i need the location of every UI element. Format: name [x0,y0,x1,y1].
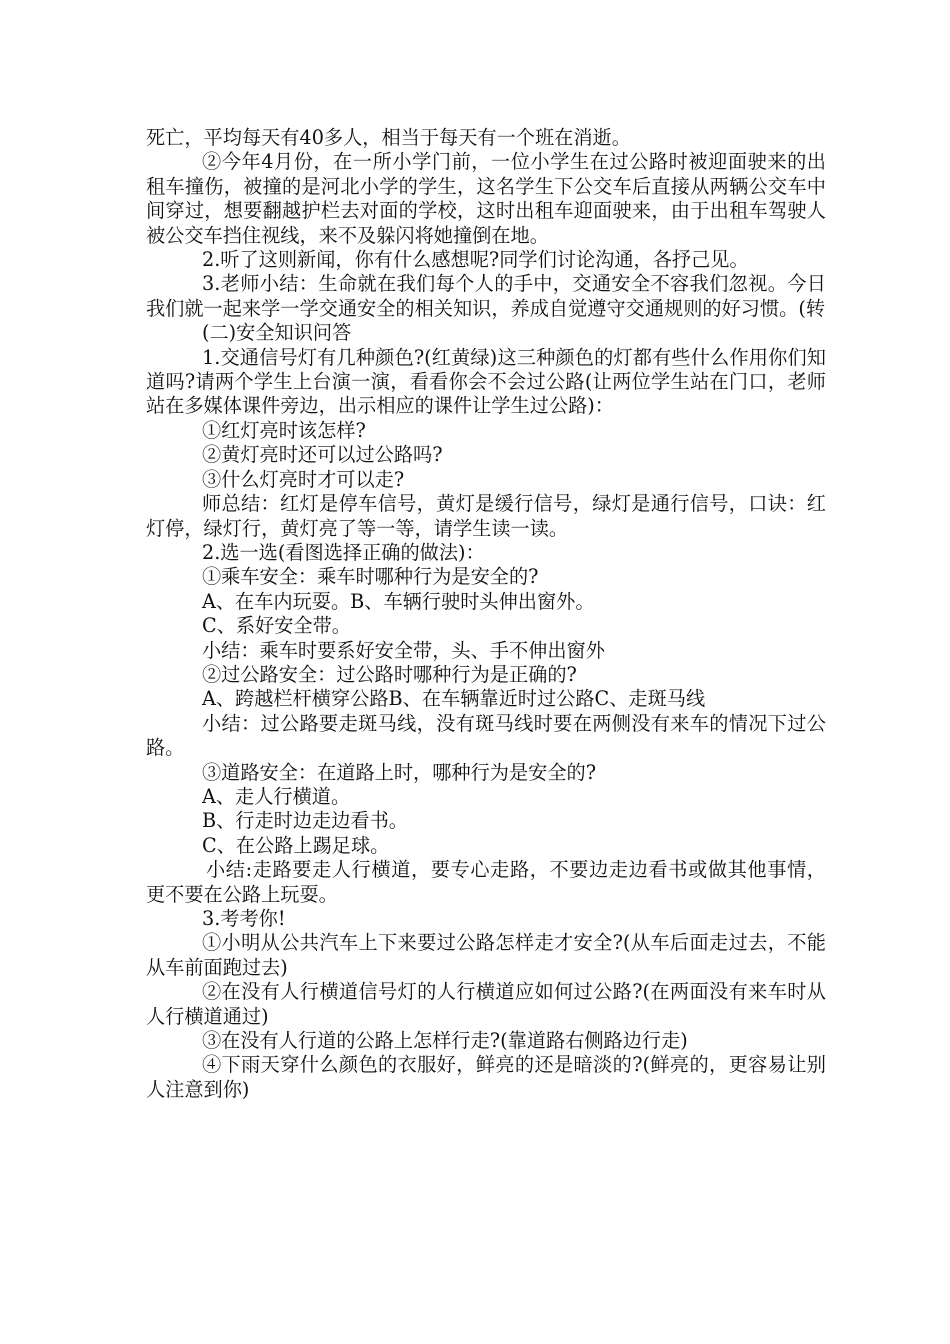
list-item: ②在没有人行横道信号灯的人行横道应如何过公路?(在两面没有来车时从人行横道通过) [146,980,826,1028]
summary-line: 小结:走路要走人行横道，要专心走路，不要边走边看书或做其他事情，更不要在公路上玩耍。 [146,858,826,906]
option-line: C、在公路上踢足球。 [202,833,390,857]
option-line: A、走人行横道。 [202,784,351,808]
paragraph-11: 2.选一选(看图选择正确的做法)： [202,540,485,564]
list-item: ①乘车安全：乘车时哪种行为是安全的? [202,565,539,589]
section-heading-safety-quiz: (二)安全知识问答 [202,321,352,345]
summary-line: 小结：过公路要走斑马线，没有斑马线时要在两侧没有来车的情况下过公路。 [146,711,826,760]
option-line: A、在车内玩耍。B、车辆行驶时头伸出窗外。 [202,589,595,613]
paragraph-4: 3.老师小结：生命就在我们每个人的手中，交通安全不容我们忽视。今日我们就一起来学一学交通安全的相关知识，养成自觉遵守交通规则的好习惯。(转 [146,272,826,320]
paragraph-2: ②今年4月份，在一所小学门前，一位小学生在过公路时被迎面驶来的出租车撞伤，被撞的是河北小学的学生，这名学生下公交车后直接从两辆公交车中间穿过，想要翻越护栏去对面的学校，这时出租车迎面驶来，由于出租车驾驶人被公交车挡住视线，来不及躲闪将她撞倒在地。 [146,150,826,247]
option-line: B、行走时边走边看书。 [202,809,408,833]
list-item: ②过公路安全：过公路时哪种行为是正确的? [202,662,577,686]
list-item: ①小明从公共汽车上下来要过公路怎样走才安全?(从车后面走过去，不能从车前面跑过去) [146,931,826,979]
document-page [146,126,826,1102]
list-item: ③什么灯亮时才可以走? [202,467,405,491]
list-item: ①红灯亮时该怎样? [202,418,366,442]
summary-line: 小结：乘车时要系好安全带，头、手不伸出窗外 [202,638,605,662]
paragraph-3: 2.听了这则新闻，你有什么感想呢?同学们讨论沟通，各抒己见。 [202,248,749,272]
list-item: ②黄灯亮时还可以过公路吗? [202,443,443,467]
list-item: ④下雨天穿什么颜色的衣服好，鲜亮的还是暗淡的?(鲜亮的，更容易让别人注意到你) [146,1053,826,1101]
option-line: A、跨越栏杆横穿公路B、在车辆靠近时过公路C、走斑马线 [202,687,706,711]
paragraph-1: 死亡，平均每天有40多人，相当于每天有一个班在消逝。 [146,126,631,149]
list-item: ③在没有人行道的公路上怎样行走?(靠道路右侧路边行走) [202,1029,688,1053]
paragraph-24: 3.考考你! [202,907,286,930]
list-item: ③道路安全：在道路上时，哪种行为是安全的? [202,760,597,784]
paragraph-10: 师总结：红灯是停车信号，黄灯是缓行信号，绿灯是通行信号，口诀：红灯停，绿灯行，黄灯亮了等一等，请学生读一读。 [146,492,826,540]
option-line: C、系好安全带。 [202,614,351,638]
paragraph-6: 1.交通信号灯有几种颜色?(红黄绿)这三种颜色的灯都有些什么作用你们知道吗?请两个学生上台演一演，看看你会不会过公路(让两位学生站在门口，老师站在多媒体课件旁边，出示相应的课件让学生过公路)： [146,345,826,418]
